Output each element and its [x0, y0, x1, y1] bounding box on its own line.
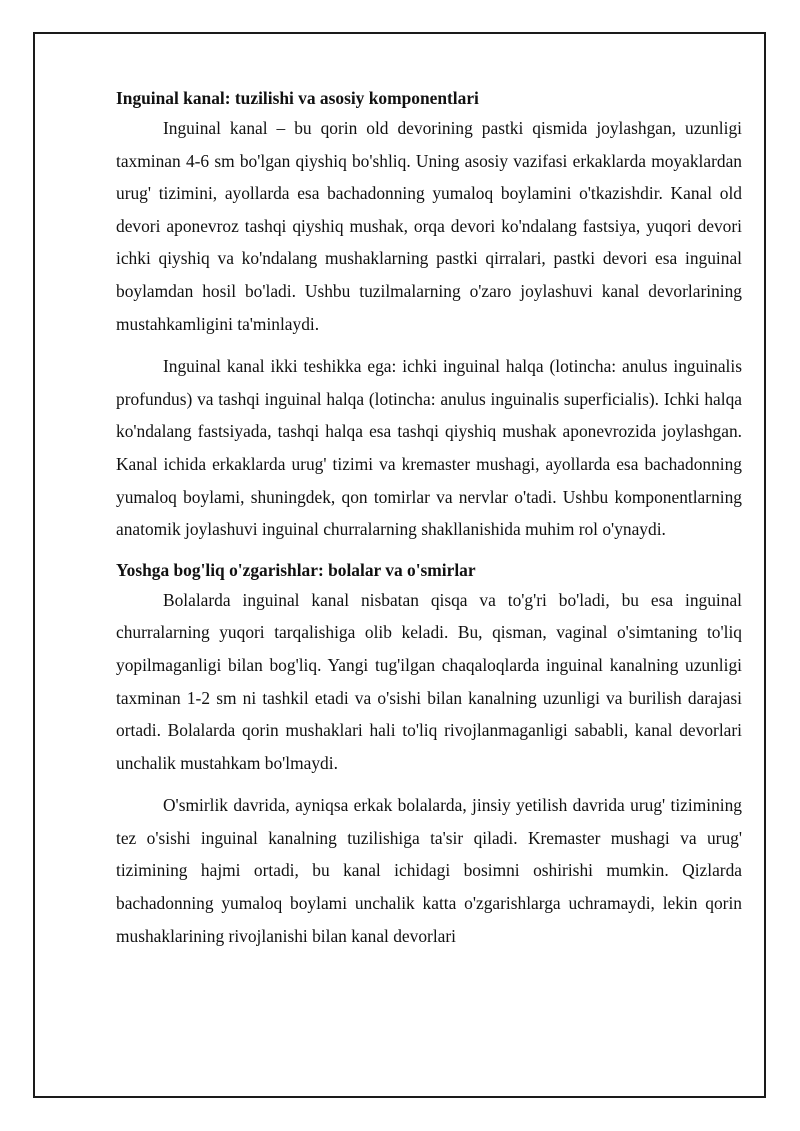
paragraph-age-changes-2: O'smirlik davrida, ayniqsa erkak bolalarda, jinsiy yetilish davrida urug' tizimining tez o'sishi inguinal kanalning tuzilishiga ta'sir qiladi. Kremaster mushagi va urug' tizimining hajmi ortadi, bu kanal ichidagi bosimni oshirishi mumkin. Qizlarda bachadonning yumaloq boylami unchalik katta o'zgarishlarga uchramaydi, lekin qorin mushaklarining rivojlanishi bilan kanal devorlari — [116, 795, 742, 946]
section-heading-age-changes: Yoshga bog'liq o'zgarishlar: bolalar va o'smirlar — [116, 559, 476, 580]
section-heading-anatomy: Inguinal kanal: tuzilishi va asosiy komponentlari — [116, 88, 479, 108]
paragraph-anatomy-1: Inguinal kanal – bu qorin old devorining pastki qismida joylashgan, uzunligi taxminan 4-6 sm bo'lgan qiyshiq bo'shliq. Uning asosiy vazifasi erkaklarda moyaklardan urug' tizimini, ayollarda esa bachadonning yumaloq boylamini o'tkazishdir. Kanal old devori aponevroz tashqi qiyshiq mushak, orqa devori ko'ndalang fastsiya, yuqori devori ichki qiyshiq va ko'ndalang mushaklarning pastki qirralari, pastki devori esa inguinal boylamdan hosil bo'ladi. Ushbu tuzilmalarning o'zaro joylashuvi kanal devorlarining mustahkamligini ta'minlaydi. — [116, 118, 742, 334]
paragraph-anatomy-2: Inguinal kanal ikki teshikka ega: ichki inguinal halqa (lotincha: anulus inguinalis profundus) va tashqi inguinal halqa (lotincha: anulus inguinalis superficialis). Ichki halqa ko'ndalang fastsiyada, tashqi halqa esa tashqi qiyshiq mushak aponevrozida joylashgan. Kanal ichida erkaklarda urug' tizimi va kremaster mushagi, ayollarda esa bachadonning yumaloq boylami, shuningdek, qon tomirlar va nervlar o'tadi. Ushbu komponentlarning anatomik joylashuvi inguinal churralarning shakllanishida muhim rol o'ynaydi. — [116, 356, 742, 540]
paragraph-age-changes-1: Bolalarda inguinal kanal nisbatan qisqa va to'g'ri bo'ladi, bu esa inguinal churralarning yuqori tarqalishiga olib keladi. Bu, qisman, vaginal o'simtaning to'liq yopilmaganligi bilan bog'liq. Yangi tug'ilgan chaqaloqlarda inguinal kanalning uzunligi taxminan 1-2 sm ni tashkil etadi va o'sishi bilan kanalning uzunligi va burilish darajasi ortadi. Bolalarda qorin mushaklari hali to'liq rivojlanmaganligi sababli, kanal devorlari unchalik mustahkam bo'lmaydi. — [116, 589, 742, 773]
document-body — [116, 84, 742, 962]
